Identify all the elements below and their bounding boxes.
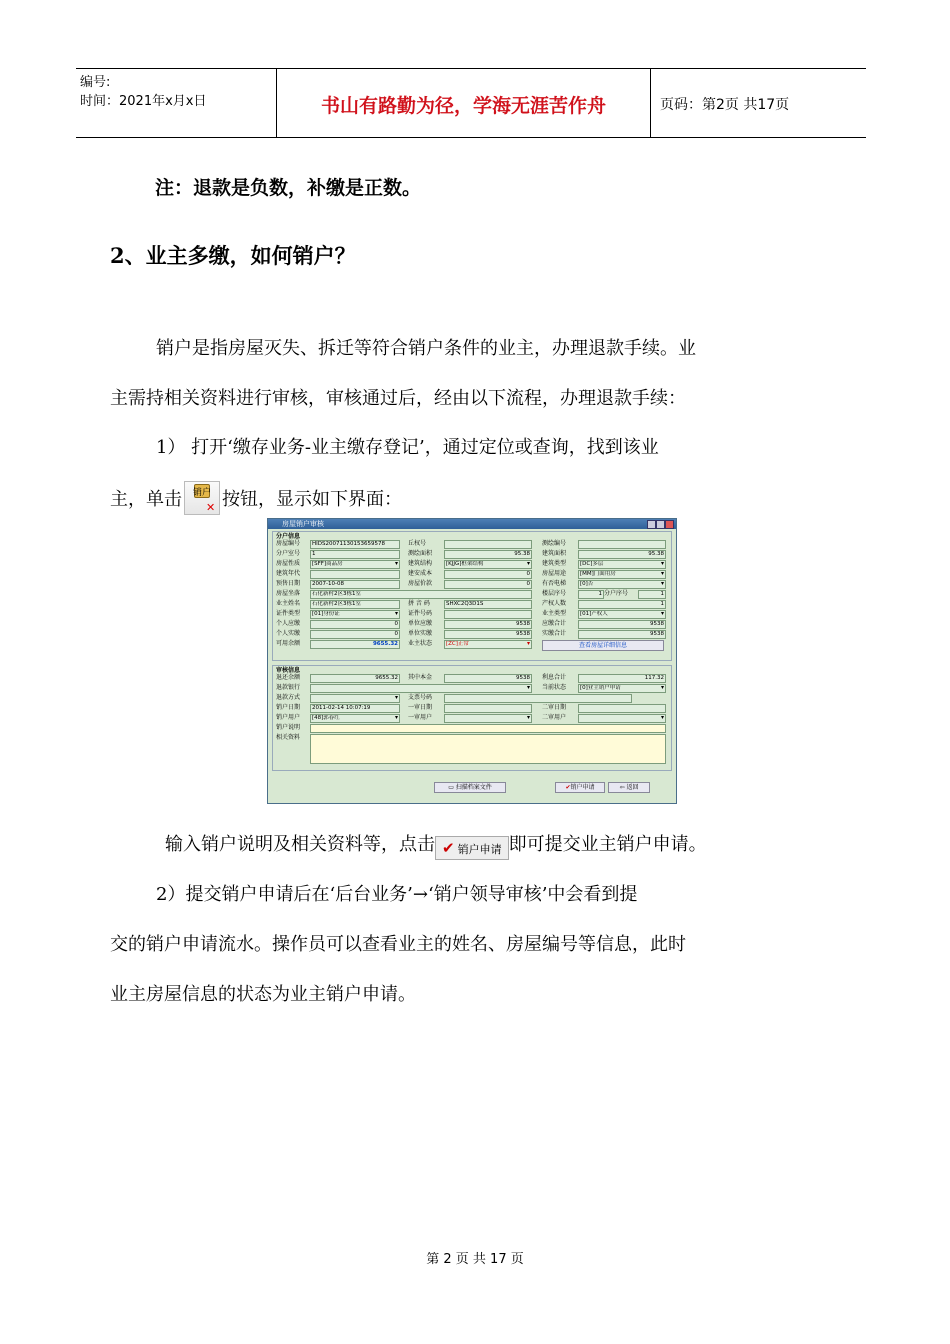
paragraph-line: 2）提交销户申请后在‘后台业务’→‘销户领导审核’中会看到提 [156,884,638,905]
header-time: 时间：2021年x月x日 [80,94,207,109]
scan-archive-button[interactable]: ▭ 扫描档案文件 [434,782,506,793]
close-icon[interactable] [665,520,674,529]
owner-count-field[interactable]: 1 [578,600,666,609]
apply-cancel-button[interactable]: ✔销户申请 [555,782,605,793]
owner-type-select[interactable]: [01]产权人 ▾ [578,610,666,619]
minimize-icon[interactable] [647,520,656,529]
id-type-select[interactable]: [01]身份证 ▾ [310,610,400,619]
cancel-date-field[interactable]: 2011-02-14 10:07:19 [310,704,400,713]
field-label: 预售日期 [276,580,301,587]
property-number-field[interactable] [444,540,532,549]
paragraph-text: 主，单击 [110,489,182,510]
field-label: 其中本金 [408,674,433,681]
first-review-user-select[interactable] [444,714,532,723]
field-label: 利息合计 [542,674,567,681]
field-label: 可用余额 [276,640,301,647]
structure-select[interactable]: [KJJG]框架结构 ▾ [444,560,532,569]
paragraph-line [110,480,402,520]
account-cancel-window [267,518,677,804]
field-label: 单位应缴 [408,620,433,627]
survey-number-field[interactable] [578,540,666,549]
header-motto: 书山有路勤为径，学海无涯苦作舟 [320,95,606,117]
id-number-field[interactable] [444,610,532,619]
header-divider [650,69,651,137]
window-title: 房屋销户审核 [282,520,324,528]
field-label: 退还余额 [276,674,301,681]
elevator-select[interactable]: [0]否 ▾ [578,580,666,589]
building-type-select[interactable]: [DC]多层 ▾ [578,560,666,569]
interest-total-field[interactable]: 117.32 [578,674,666,683]
house-price-field[interactable]: 0 [444,580,532,589]
field-label: 有否电梯 [542,580,567,587]
field-label: 业主姓名 [276,600,301,607]
paragraph-line: 主需持相关资料进行审核，审核通过后，经由以下流程，办理退款手续： [110,388,686,409]
cancel-user-select[interactable]: [48]郭春红 ▾ [310,714,400,723]
field-label: 丘权号 [408,540,427,547]
group-title: 分户信息 [276,533,301,540]
field-label: 建安成本 [408,570,433,577]
personal-paid-field[interactable]: 0 [310,630,400,639]
owner-status-select[interactable]: [ZC]正常 ▾ [444,640,532,649]
unit-due-field[interactable]: 9538 [444,620,532,629]
field-label: 销户用户 [276,714,301,721]
field-label: 房屋坐落 [276,590,301,597]
field-label: 产权人数 [542,600,567,607]
view-house-detail-button[interactable]: 查看房屋详细信息 [542,640,664,651]
construction-cost-field[interactable]: 0 [444,570,532,579]
house-nature-select[interactable]: [SFF]商品房 ▾ [310,560,400,569]
available-balance-field[interactable]: 9655.32 [310,640,400,649]
first-review-date-field[interactable] [444,704,532,713]
paragraph-line: 交的销户申请流水。操作员可以查看业主的姓名、房屋编号等信息，此时 [110,934,686,955]
paragraph-line: 1） 打开‘缴存业务-业主缴存登记’，通过定位或查询，找到该业 [156,437,659,458]
note-text: 注：退款是负数，补缴是正数。 [155,177,422,199]
paragraph-line: 销户是指房屋灭失、拆迁等符合销户条件的业主，办理退款手续。业 [156,338,696,359]
field-label: 房屋用途 [542,570,567,577]
owner-name-field[interactable]: 石化新村2区3栋1室 [310,600,400,609]
second-review-user-select[interactable] [578,714,666,723]
principal-field[interactable]: 9538 [444,674,532,683]
field-label: 房屋性质 [276,560,301,567]
total-due-field[interactable]: 9538 [578,620,666,629]
field-label: 二审日期 [542,704,567,711]
cancel-note-input[interactable] [310,724,666,733]
household-seq-field[interactable]: 1 [638,590,666,599]
field-label: 相关资料 [276,734,301,741]
pinyin-field[interactable]: SHXC2Q3D1S [444,600,532,609]
current-status-select[interactable]: [0]业主销户申请 ▾ [578,684,666,693]
field-label: 房屋编号 [276,540,301,547]
field-label: 单位实缴 [408,630,433,637]
field-label: 证件号码 [408,610,433,617]
related-materials-input[interactable] [310,734,666,764]
paragraph-line: 业主房屋信息的状态为业主销户申请。 [110,984,416,1005]
field-label: 支票号码 [408,694,433,701]
building-area-field[interactable]: 95.38 [578,550,666,559]
check-number-field[interactable] [444,694,632,703]
field-label: 分户序号 [604,590,629,597]
field-label: 建筑年代 [276,570,301,577]
field-label: 一审日期 [408,704,433,711]
exit-icon: ⇦ [619,784,627,791]
house-usage-select[interactable]: [MM]门面用房 ▾ [578,570,666,579]
field-label: 业主类型 [542,610,567,617]
field-label: 拼 音 码 [408,600,430,607]
field-label: 测绘面积 [408,550,433,557]
second-review-date-field[interactable] [578,704,666,713]
group-title: 审核信息 [276,667,301,674]
presale-date-field[interactable]: 2007-10-08 [310,580,400,589]
field-label: 销户日期 [276,704,301,711]
field-label: 应缴合计 [542,620,567,627]
paragraph-text: 输入销户说明及相关资料等，点击 [165,834,435,855]
field-label: 分户室号 [276,550,301,557]
check-icon: ✔ [565,784,571,791]
house-location-field[interactable]: 石化新村2区3栋1室 [310,590,532,599]
paragraph-text: 按钮，显示如下界面： [222,489,402,510]
page-footer: 第 2 页 共 17 页 [426,1252,524,1267]
floor-number-field[interactable]: 1 [578,590,604,599]
field-label: 楼层序号 [542,590,567,597]
paragraph-text: 即可提交业主销户申请。 [508,834,707,855]
maximize-icon[interactable] [656,520,665,529]
field-label: 个人实缴 [276,630,301,637]
header-number: 编号: [80,75,111,90]
field-label: 建筑面积 [542,550,567,557]
unit-paid-field[interactable]: 9538 [444,630,532,639]
field-label: 证件类型 [276,610,301,617]
building-year-field[interactable] [310,570,400,579]
window-titlebar [268,519,676,529]
field-label: 测绘编号 [542,540,567,547]
page-header [76,68,866,138]
refund-method-select[interactable] [310,694,400,703]
paragraph-line [165,825,707,865]
refund-bank-select[interactable] [310,684,532,693]
field-label: 一审用户 [408,714,433,721]
field-label: 建筑结构 [408,560,433,567]
room-number-field[interactable]: 1 [310,550,400,559]
field-label: 建筑类型 [542,560,567,567]
survey-area-field[interactable]: 95.38 [444,550,532,559]
refund-balance-field[interactable]: 9655.32 [310,674,400,683]
field-label: 退款方式 [276,694,301,701]
field-label: 业主状态 [408,640,433,647]
field-label: 个人应缴 [276,620,301,627]
cancel-account-icon: ✕ 销户 [184,481,220,515]
check-icon: ✔ [442,839,455,857]
back-button[interactable]: ⇦ 返回 [608,782,650,793]
cancel-account-icon-label: 销户 [192,488,211,498]
section-title: 2、业主多缴，如何销户？ [110,243,356,268]
field-label: 二审用户 [542,714,567,721]
field-label: 当前状态 [542,684,567,691]
total-paid-field[interactable]: 9538 [578,630,666,639]
field-label: 退款银行 [276,684,301,691]
field-label: 房屋价款 [408,580,433,587]
header-meta [80,73,276,111]
scan-icon: ▭ [448,784,456,791]
header-page: 页码：第2页 共17页 [660,97,790,113]
apply-cancel-icon: ✔ 销户申请 [435,836,509,860]
field-label: 销户说明 [276,724,301,731]
house-number-field[interactable]: HIDS200711301536595​78 [310,540,400,549]
personal-due-field[interactable]: 0 [310,620,400,629]
field-label: 实缴合计 [542,630,567,637]
